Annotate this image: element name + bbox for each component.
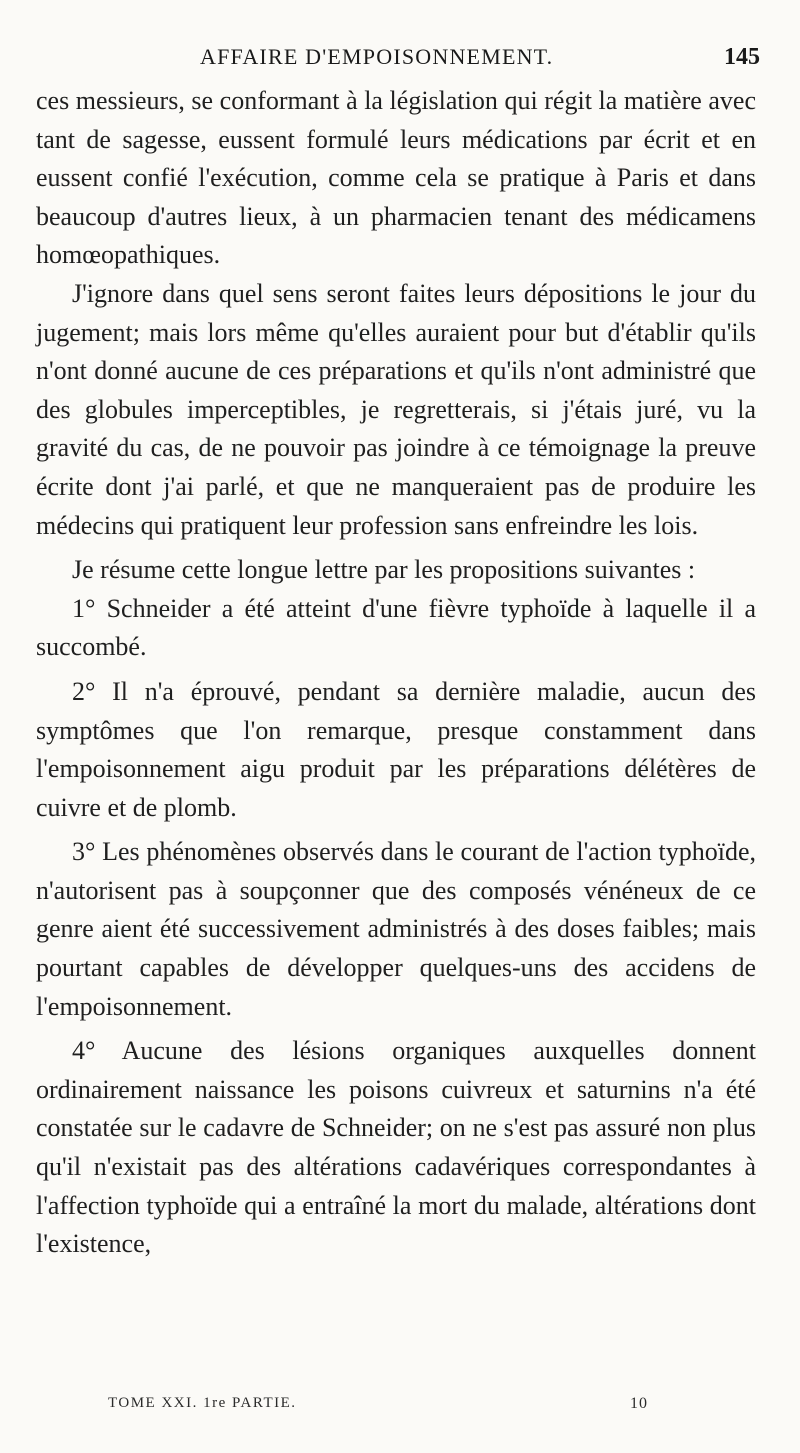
proposition-4: 4° Aucune des lésions organiques auxquelles donnent ordinairement naissance les poisons cuivreux et saturnins n'a été constatée sur le cadavre de Schneider; on ne s'est pas assuré non plus qu'il n'existait pas des altérations cadavériques correspondantes à l'affection typhoïde qui a entraîné la mort du malade, altérations dont l'existence, [36,1036,756,1259]
paragraph-depositions: J'ignore dans quel sens seront faites leurs dépositions le jour du jugement; mais lors même qu'elles auraient pour but d'établir qu'ils n'ont donné aucune de ces préparations et qu'ils n'ont administré que des globules imperceptibles, je regretterais, si j'étais juré, vu la gravité du cas, de ne pouvoir pas joindre à ce témoignage la preuve écrite dont j'ai parlé, et que ne manqueraient pas de produire les médecins qui pratiquent leur profession sans enfreindre les lois. [36,278,756,540]
signature-number: 10 [630,1395,648,1412]
page-footer [0,1395,800,1425]
paragraph-summary-intro: Je résume cette longue lettre par les propositions suivantes : [72,555,696,585]
proposition-1: 1° Schneider a été atteint d'une fièvre typhoïde à laquelle il a succombé. [36,593,756,662]
proposition-3: 3° Les phénomènes observés dans le courant de l'action typhoïde, n'autorisent pas à soupçonner que des composés vénéneux de ce genre aient été successivement administrés à des doses faibles; mais pourtant capables de développer quelques-uns des accidens de l'empoisonnement. [36,837,756,1021]
proposition-2: 2° Il n'a éprouvé, pendant sa dernière maladie, aucun des symptômes que l'on remarque, presque constamment dans l'empoisonnement aigu produit par les préparations délétères de cuivre et de plomb. [36,676,756,822]
paragraph-continuation: ces messieurs, se conformant à la législation qui régit la matière avec tant de sagesse, eussent formulé leurs médications par écrit et en eussent confié l'exécution, comme cela se pratique à Paris et dans beaucoup d'autres lieux, à un pharmacien tenant des médicamens homœopathiques. [36,86,756,270]
running-title: AFFAIRE D'EMPOISONNEMENT. [200,44,554,69]
page-header [0,44,800,84]
page-number: 145 [724,44,760,70]
body-text [36,82,756,1264]
signature-mark: TOME XXI. 1re PARTIE. [108,1395,297,1411]
